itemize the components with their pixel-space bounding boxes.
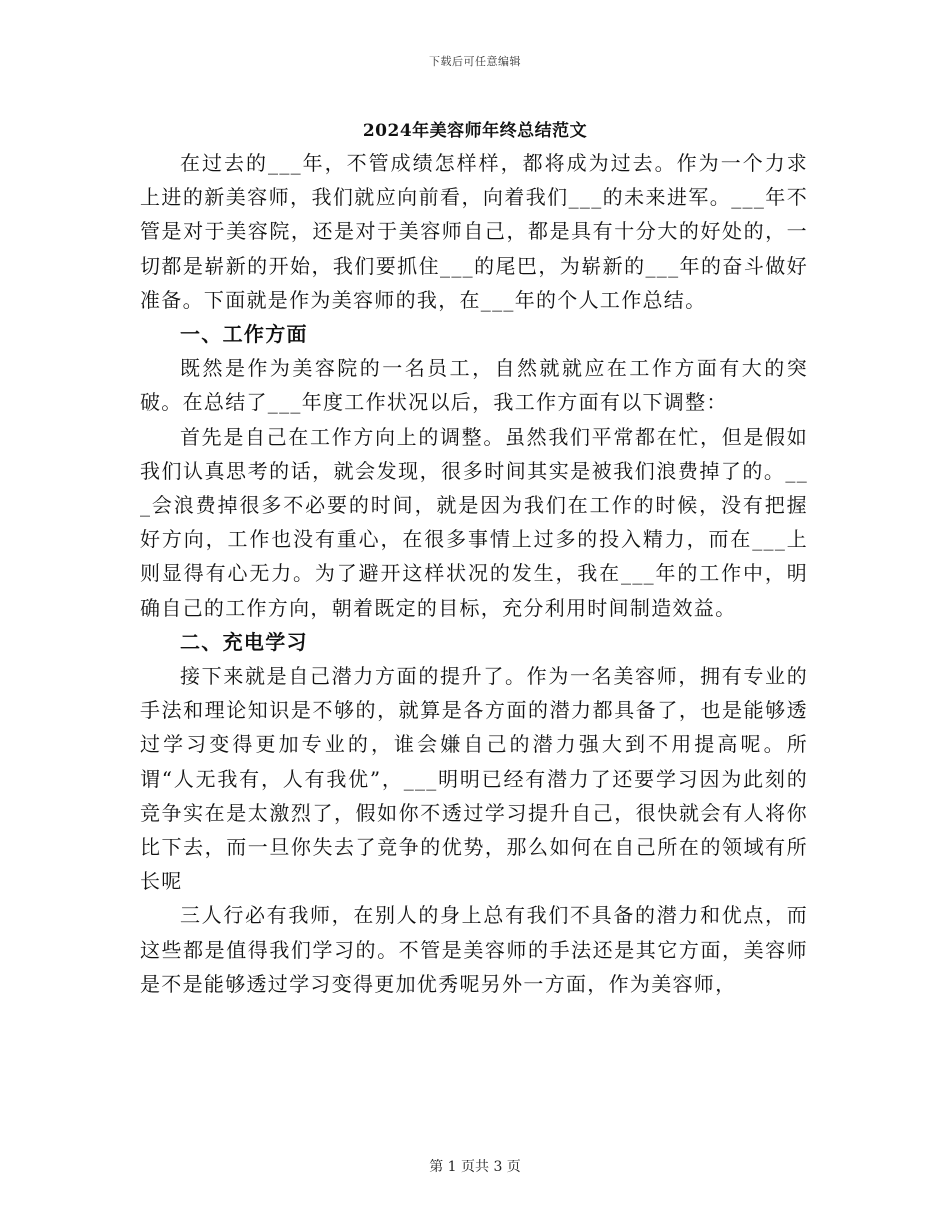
page-header-note: 下载后可任意编辑 (429, 55, 521, 68)
paragraph-study-2: 三人行必有我师，在别人的身上总有我们不具备的潜力和优点，而这些都是值得我们学习的。不管是美容师的手法还是其它方面，美容师是不是能够透过学习变得更加优秀呢另外一方面，作为美容师， (140, 903, 808, 996)
document-body (140, 146, 808, 1001)
section-heading-study: 二、充电学习 (180, 629, 308, 654)
paragraph-work-2: 首先是自己在工作方向上的调整。虽然我们平常都在忙，但是假如我们认真思考的话，就会发现，很多时间其实是被我们浪费掉了的。___会浪费掉很多不必要的时间，就是因为我们在工作的时候，没有把握好方向，工作也没有重心，在很多事情上过多的投入精力，而在___上则显得有心无力。为了避开这样状况的发生，我在___年的工作中，明确自己的工作方向，朝着既定的目标，充分利用时间制造效益。 (140, 424, 808, 620)
document-title: 2024年美容师年终总结范文 (362, 121, 588, 141)
section-heading-work: 一、工作方面 (180, 322, 308, 347)
paragraph-work-1: 既然是作为美容院的一名员工，自然就就应在工作方面有大的突破。在总结了___年度工作状况以后，我工作方面有以下调整： (140, 356, 808, 415)
paragraph-intro: 在过去的___年，不管成绩怎样样，都将成为过去。作为一个力求上进的新美容师，我们就应向前看，向着我们___的未来进军。___年不管是对于美容院，还是对于美容师自己，都是具有十分大的好处的，一切都是崭新的开始，我们要抓住___的尾巴，为崭新的___年的奋斗做好准备。下面就是作为美容师的我，在___年的个人工作总结。 (140, 151, 808, 312)
page-number: 第 1 页共 3 页 (429, 1159, 521, 1175)
paragraph-study-1: 接下来就是自己潜力方面的提升了。作为一名美容师，拥有专业的手法和理论知识是不够的，就算是各方面的潜力都具备了，也是能够透过学习变得更加专业的，谁会嫌自己的潜力强大到不用提高呢。所谓“人无我有，人有我优”，___明明已经有潜力了还要学习因为此刻的竞争实在是太激烈了，假如你不透过学习提升自己，很快就会有人将你比下去，而一旦你失去了竞争的优势，那么如何在自己所在的领域有所长呢 (140, 664, 808, 894)
